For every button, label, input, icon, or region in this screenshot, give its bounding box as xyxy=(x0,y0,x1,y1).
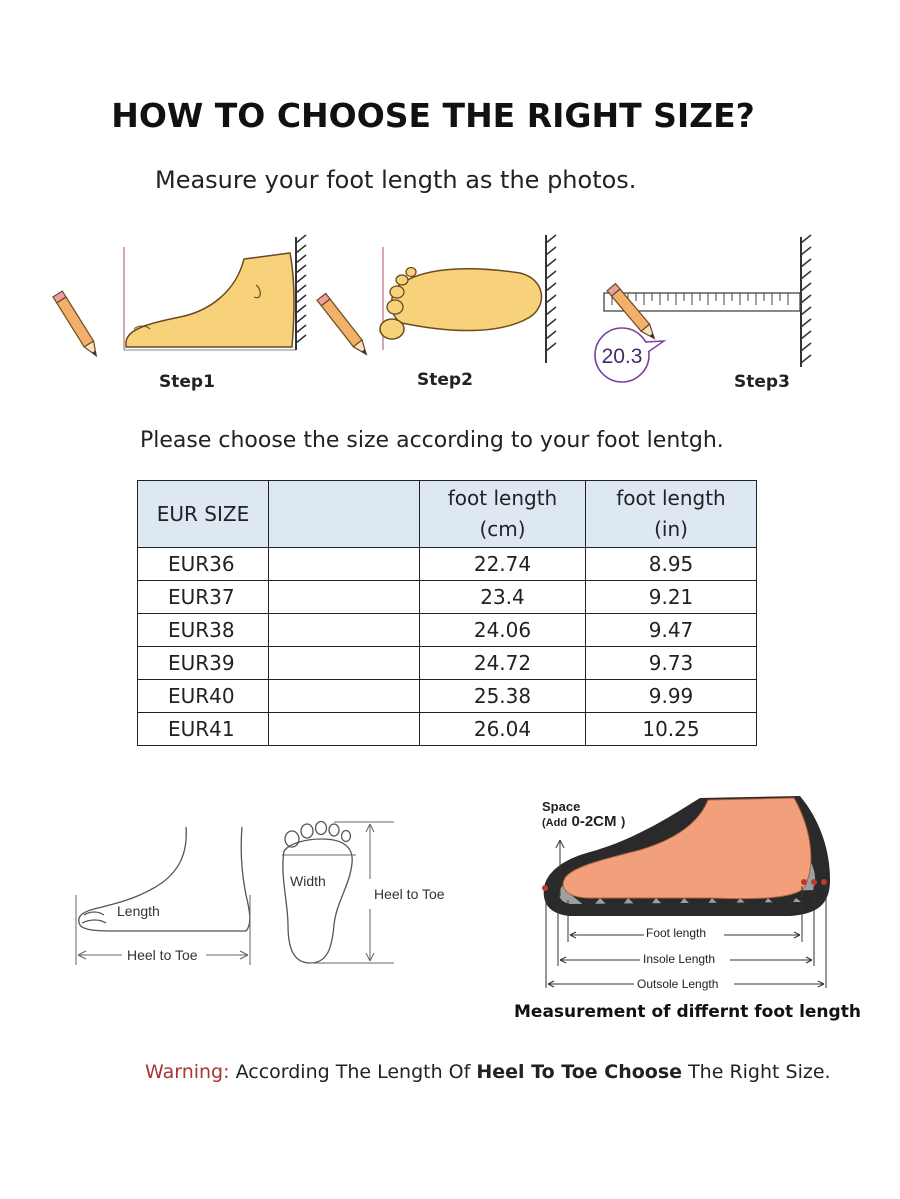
size-chart-table xyxy=(137,480,757,746)
step2-foot-icon xyxy=(380,235,556,363)
table-header-row xyxy=(138,481,757,548)
header-foot-length-in xyxy=(586,481,757,548)
size-instruction: Please choose the size according to your foot lentgh. xyxy=(140,428,724,453)
warning-text-1: According The Length Of xyxy=(235,1061,477,1083)
foot-length-label: Foot length xyxy=(646,926,707,940)
warning-line xyxy=(145,1061,831,1083)
warning-text-2: The Right Size. xyxy=(682,1061,831,1083)
warning-bold-text: Heel To Toe Choose xyxy=(476,1061,683,1083)
table-row xyxy=(138,581,757,614)
cm-cell: 26.04 xyxy=(420,713,586,746)
page-subtitle: Measure your foot length as the photos. xyxy=(155,166,637,194)
eur-size-cell: EUR39 xyxy=(138,647,269,680)
cm-cell: 24.06 xyxy=(420,614,586,647)
step3-reading-value: 20.3 xyxy=(601,345,643,368)
step1-pencil-icon xyxy=(53,291,101,359)
space-value: 0-2CM xyxy=(571,813,617,830)
blank-cell xyxy=(269,647,420,680)
side-length-label: Length xyxy=(117,903,160,919)
eur-size-cell: EUR40 xyxy=(138,680,269,713)
cm-cell: 22.74 xyxy=(420,548,586,581)
side-foot-outline-icon xyxy=(79,827,250,931)
blank-cell xyxy=(269,713,420,746)
header-in-line2: (in) xyxy=(654,517,688,541)
header-in-line1: foot length xyxy=(616,486,726,510)
header-cm-line2: (cm) xyxy=(479,517,526,541)
in-cell: 8.95 xyxy=(586,548,757,581)
blank-cell xyxy=(269,581,420,614)
table-row xyxy=(138,614,757,647)
blank-cell xyxy=(269,614,420,647)
cm-cell: 23.4 xyxy=(420,581,586,614)
eur-size-cell: EUR36 xyxy=(138,548,269,581)
table-row xyxy=(138,713,757,746)
step2-label: Step2 xyxy=(417,370,473,390)
space-add-prefix: (Add xyxy=(542,817,568,829)
space-add-label xyxy=(542,813,625,831)
step1-foot-icon xyxy=(124,235,306,350)
side-heel-to-toe-label: Heel to Toe xyxy=(127,947,198,963)
space-label: Space xyxy=(542,799,581,814)
table-row xyxy=(138,548,757,581)
foot-outline-diagrams xyxy=(60,815,420,975)
eur-size-cell: EUR38 xyxy=(138,614,269,647)
top-heel-to-toe-label: Heel to Toe xyxy=(374,886,445,902)
eur-size-cell: EUR41 xyxy=(138,713,269,746)
outsole-length-label: Outsole Length xyxy=(637,977,719,991)
space-suffix: ) xyxy=(620,814,626,829)
step1-label: Step1 xyxy=(159,372,215,392)
blank-cell xyxy=(269,548,420,581)
in-cell: 9.47 xyxy=(586,614,757,647)
in-cell: 10.25 xyxy=(586,713,757,746)
cm-cell: 25.38 xyxy=(420,680,586,713)
header-blank xyxy=(269,481,420,548)
top-foot-outline-icon xyxy=(283,822,352,964)
eur-size-cell: EUR37 xyxy=(138,581,269,614)
insole-length-label: Insole Length xyxy=(643,952,716,966)
table-row xyxy=(138,680,757,713)
page-title: HOW TO CHOOSE THE RIGHT SIZE? xyxy=(111,96,755,135)
step2-pencil-icon xyxy=(317,293,371,357)
header-foot-length-cm xyxy=(420,481,586,548)
table-row xyxy=(138,647,757,680)
header-cm-line1: foot length xyxy=(447,486,558,510)
header-eur-size: EUR SIZE xyxy=(138,481,269,548)
blank-cell xyxy=(269,680,420,713)
in-cell: 9.21 xyxy=(586,581,757,614)
measurement-caption: Measurement of differnt foot length xyxy=(514,1002,861,1022)
step3-label: Step3 xyxy=(734,372,790,392)
width-label: Width xyxy=(290,873,326,889)
in-cell: 9.99 xyxy=(586,680,757,713)
warning-label: Warning: xyxy=(145,1061,230,1083)
in-cell: 9.73 xyxy=(586,647,757,680)
cm-cell: 24.72 xyxy=(420,647,586,680)
